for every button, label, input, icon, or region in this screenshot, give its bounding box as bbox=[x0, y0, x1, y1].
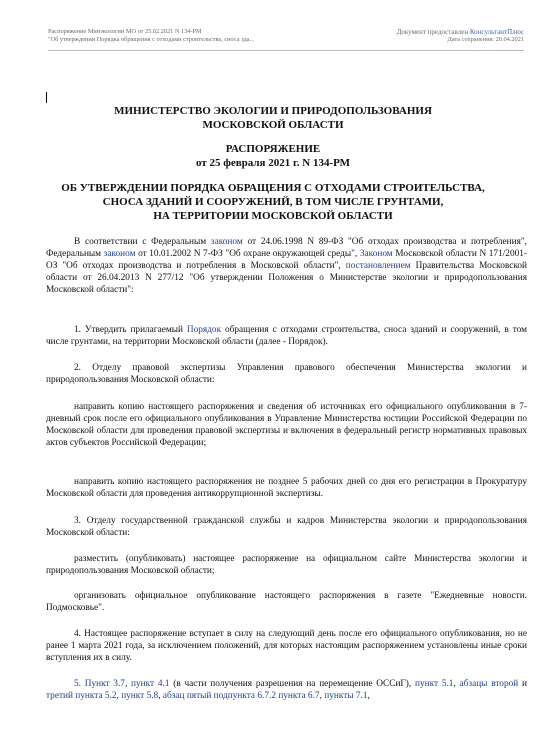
document-type: РАСПОРЯЖЕНИЕ bbox=[225, 143, 321, 155]
clause-text: обращения с отходами строительства, сноса зданий и сооружений, в том числе грунтами, на территории Московской области (далее - Порядок). bbox=[46, 325, 528, 347]
preamble-text: Правительства Московской области от 26.04.2013 N 277/12 "Об утверждении Положения о Министерстве экологии и природопользования Московской области": bbox=[46, 261, 527, 295]
clause-text: 1. Утвердить прилагаемый bbox=[74, 325, 187, 335]
preamble-text: от 10.01.2002 N 7-ФЗ "Об охране окружающей среды", bbox=[135, 249, 360, 259]
clause-text: , bbox=[116, 691, 122, 701]
point-5-8-link[interactable]: пункт 5.8 bbox=[121, 691, 159, 701]
resolution-link[interactable]: постановлением bbox=[345, 261, 411, 271]
clause-text: (в части получения разрешения на перемещение ОССиГ), bbox=[169, 679, 415, 689]
clause-4 bbox=[46, 628, 527, 664]
clause-2-item-1 bbox=[46, 401, 527, 449]
paragraph-second-link[interactable]: абзацы второй bbox=[459, 679, 519, 689]
procedure-link[interactable]: Порядок bbox=[186, 325, 222, 335]
point-5-1-link[interactable]: пункт 5.1 bbox=[415, 679, 454, 689]
clause-text: разместить (опубликовать) настоящее распоряжение на официальном сайте Министерства экологии и природопользования Московской области; bbox=[46, 554, 527, 576]
law-89fz-link[interactable]: законом bbox=[210, 237, 243, 247]
point-3-7-link[interactable]: 5. Пункт 3.7 bbox=[74, 679, 125, 689]
clause-text: , bbox=[367, 691, 370, 701]
point-5-2-third-link[interactable]: третий пункта 5.2 bbox=[46, 691, 117, 701]
clause-text: , bbox=[158, 691, 163, 701]
clause-2 bbox=[46, 362, 527, 386]
header-doc-reference bbox=[48, 28, 333, 44]
header-source bbox=[397, 28, 524, 44]
clause-1 bbox=[46, 324, 527, 348]
mo-law-link[interactable]: Законом bbox=[359, 249, 393, 259]
law-7fz-link[interactable]: законом bbox=[103, 249, 136, 259]
point-6-7-link[interactable]: пункта 6.7 bbox=[278, 691, 320, 701]
header-doc-number: Распоряжение Минэкологии МО от 25.02.2021 N 134-РМ bbox=[48, 28, 202, 35]
clause-text: 2. Отделу правовой экспертизы Управления правового обеспечения Министерства экологии и природопользования Московской области: bbox=[46, 363, 527, 385]
header-save-date: Дата сохранения: 20.04.2021 bbox=[447, 36, 524, 43]
preamble-text: Московской области N 171/2001-ОЗ "Об отходах производства и потребления в Московской области", bbox=[46, 249, 527, 271]
clause-text: организовать официальное опубликование настоящего распоряжения в газете "Ежедневные новости. Подмосковье". bbox=[46, 591, 527, 613]
clause-2-item-2 bbox=[46, 476, 527, 500]
clause-text: , bbox=[453, 679, 460, 689]
ministry-name-line1: МИНИСТЕРСТВО ЭКОЛОГИИ И ПРИРОДОПОЛЬЗОВАНИЯ bbox=[114, 105, 432, 117]
clause-text: 4. Настоящее распоряжение вступает в силу на следующий день после его официального опубликования, но не ранее 1 марта 2021 года, за исключением положений, для которых настоящим распоряжением установлены иные сроки вступления их в силу. bbox=[46, 629, 527, 663]
preamble-paragraph bbox=[46, 236, 527, 296]
preamble-text: от 24.06.1998 N 89-ФЗ "Об отходах производства и потребления", Федеральным bbox=[46, 237, 528, 259]
header-doc-title: "Об утверждении Порядка обращения с отходами строительства, сноса зда... bbox=[48, 36, 255, 43]
clause-text: направить копию настоящего распоряжения не позднее 5 рабочих дней со дня его регистрации в Прокуратуру Московской области для проведения антикоррупционной экспертизы. bbox=[46, 477, 527, 499]
consultant-plus-link[interactable]: КонсультантПлюс bbox=[469, 28, 524, 36]
subpoint-6-7-2-link[interactable]: абзац пятый подпункта 6.7.2 bbox=[162, 691, 276, 701]
clause-5 bbox=[46, 678, 527, 702]
preamble-text: В соответствии с Федеральным bbox=[74, 237, 211, 247]
point-4-1-link[interactable]: пункт 4.1 bbox=[131, 679, 170, 689]
document-subject-line1: ОБ УТВЕРЖДЕНИИ ПОРЯДКА ОБРАЩЕНИЯ С ОТХОДАМИ СТРОИТЕЛЬСТВА, bbox=[61, 182, 485, 194]
page-header bbox=[48, 28, 524, 51]
header-provided-label: Документ предоставлен bbox=[396, 28, 470, 36]
document-subject-line2: СНОСА ЗДАНИЙ И СООРУЖЕНИЙ, В ТОМ ЧИСЛЕ ГРУНТАМИ, bbox=[102, 196, 444, 208]
clause-3-item-1 bbox=[46, 553, 527, 577]
clause-3 bbox=[46, 515, 527, 539]
clause-text: направить копию настоящего распоряжения и сведения об источниках его официального опубликования в 7-дневный срок после его официального опубликования в Управление Министерства юстиции Российской Федерации по Московской области для проведения правовой экспертизы и включения в федеральный регистр нормативных правовых актов субъектов Российской Федерации; bbox=[46, 402, 527, 448]
clause-text: , bbox=[319, 691, 325, 701]
header-provided-by bbox=[397, 28, 524, 36]
clause-text: 3. Отделу государственной гражданской службы и кадров Министерства экологии и природопользования Московской области: bbox=[46, 516, 527, 538]
text-cursor bbox=[46, 92, 47, 103]
ministry-name-line2: МОСКОВСКОЙ ОБЛАСТИ bbox=[202, 119, 344, 131]
document-date-number: от 25 февраля 2021 г. N 134-РМ bbox=[195, 157, 351, 169]
clause-text: , bbox=[124, 679, 132, 689]
document-subject-line3: НА ТЕРРИТОРИИ МОСКОВСКОЙ ОБЛАСТИ bbox=[153, 210, 393, 222]
clause-text: и bbox=[518, 679, 527, 689]
clause-3-item-2 bbox=[46, 590, 527, 614]
point-7-1-link[interactable]: пункты 7.1 bbox=[324, 691, 368, 701]
